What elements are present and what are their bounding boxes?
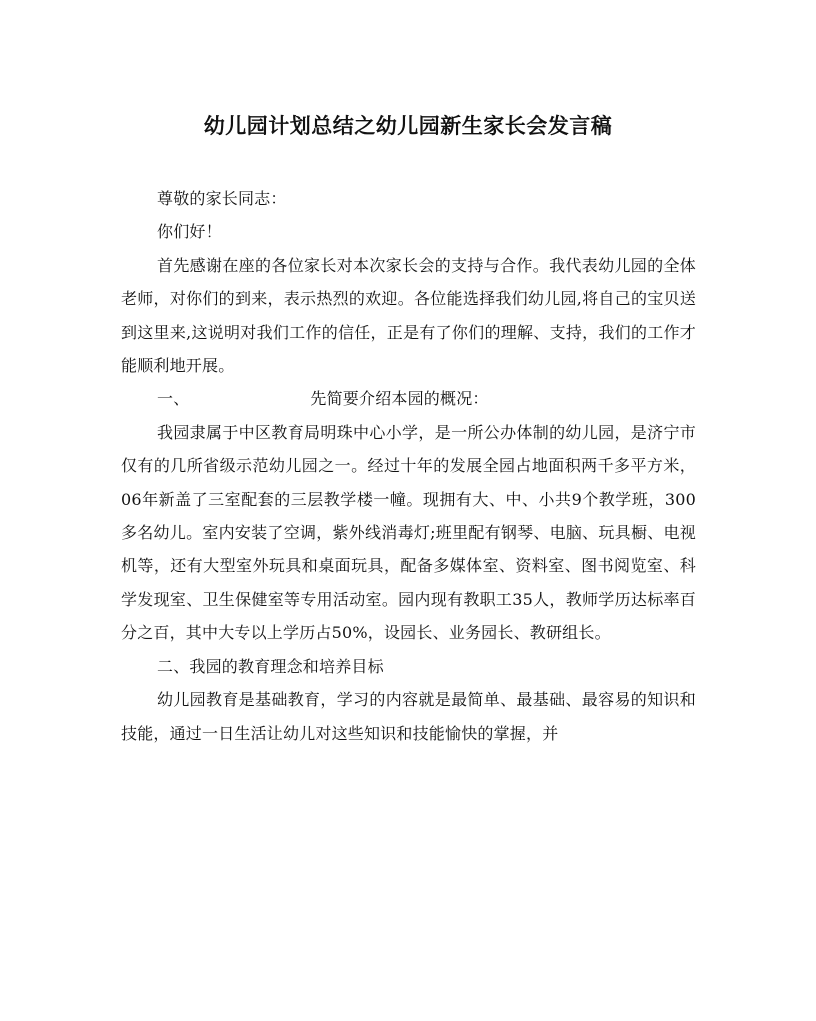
- intro-paragraph: 首先感谢在座的各位家长对本次家长会的支持与合作。我代表幼儿园的全体老师，对你们的到来，表示热烈的欢迎。各位能选择我们幼儿园,将自己的宝贝送到这里来,这说明对我们工作的信任，正是有了你们的理解、支持，我们的工作才能顺利地开展。: [121, 255, 696, 376]
- overview-paragraph: 我园隶属于中区教育局明珠中心小学，是一所公办体制的幼儿园，是济宁市仅有的几所省级示范幼儿园之一。经过十年的发展全园占地面积两千多平方米，06年新盖了三室配套的三层教学楼一幢。现拥有大、中、小共9个教学班，300多名幼儿。室内安装了空调，紫外线消毒灯;班里配有钢琴、电脑、玩具橱、电视机等，还有大型室外玩具和桌面玩具，配备多媒体室、资料室、图书阅览室、科学发现室、卫生保健室等专用活动室。园内现有教职工35人，教师学历达标率百分之百，其中大专以上学历占50%，设园长、业务园长、教研组长。: [121, 422, 696, 643]
- section-1-heading: [121, 382, 696, 415]
- document-title: 幼儿园计划总结之幼儿园新生家长会发言稿: [203, 113, 613, 138]
- document-body: [121, 182, 696, 750]
- education-paragraph: 幼儿园教育是基础教育，学习的内容就是最简单、最基础、最容易的知识和技能，通过一日生活让幼儿对这些知识和技能愉快的掌握，并: [121, 690, 696, 743]
- greeting-paragraph: 尊敬的家长同志：: [157, 189, 287, 208]
- section-1-title: 先简要介绍本园的概况：: [310, 389, 489, 409]
- section-2-heading: 二、我园的教育理念和培养目标: [157, 656, 384, 676]
- section-1-number: 一、: [157, 389, 190, 409]
- hello-paragraph: 你们好！: [157, 222, 222, 242]
